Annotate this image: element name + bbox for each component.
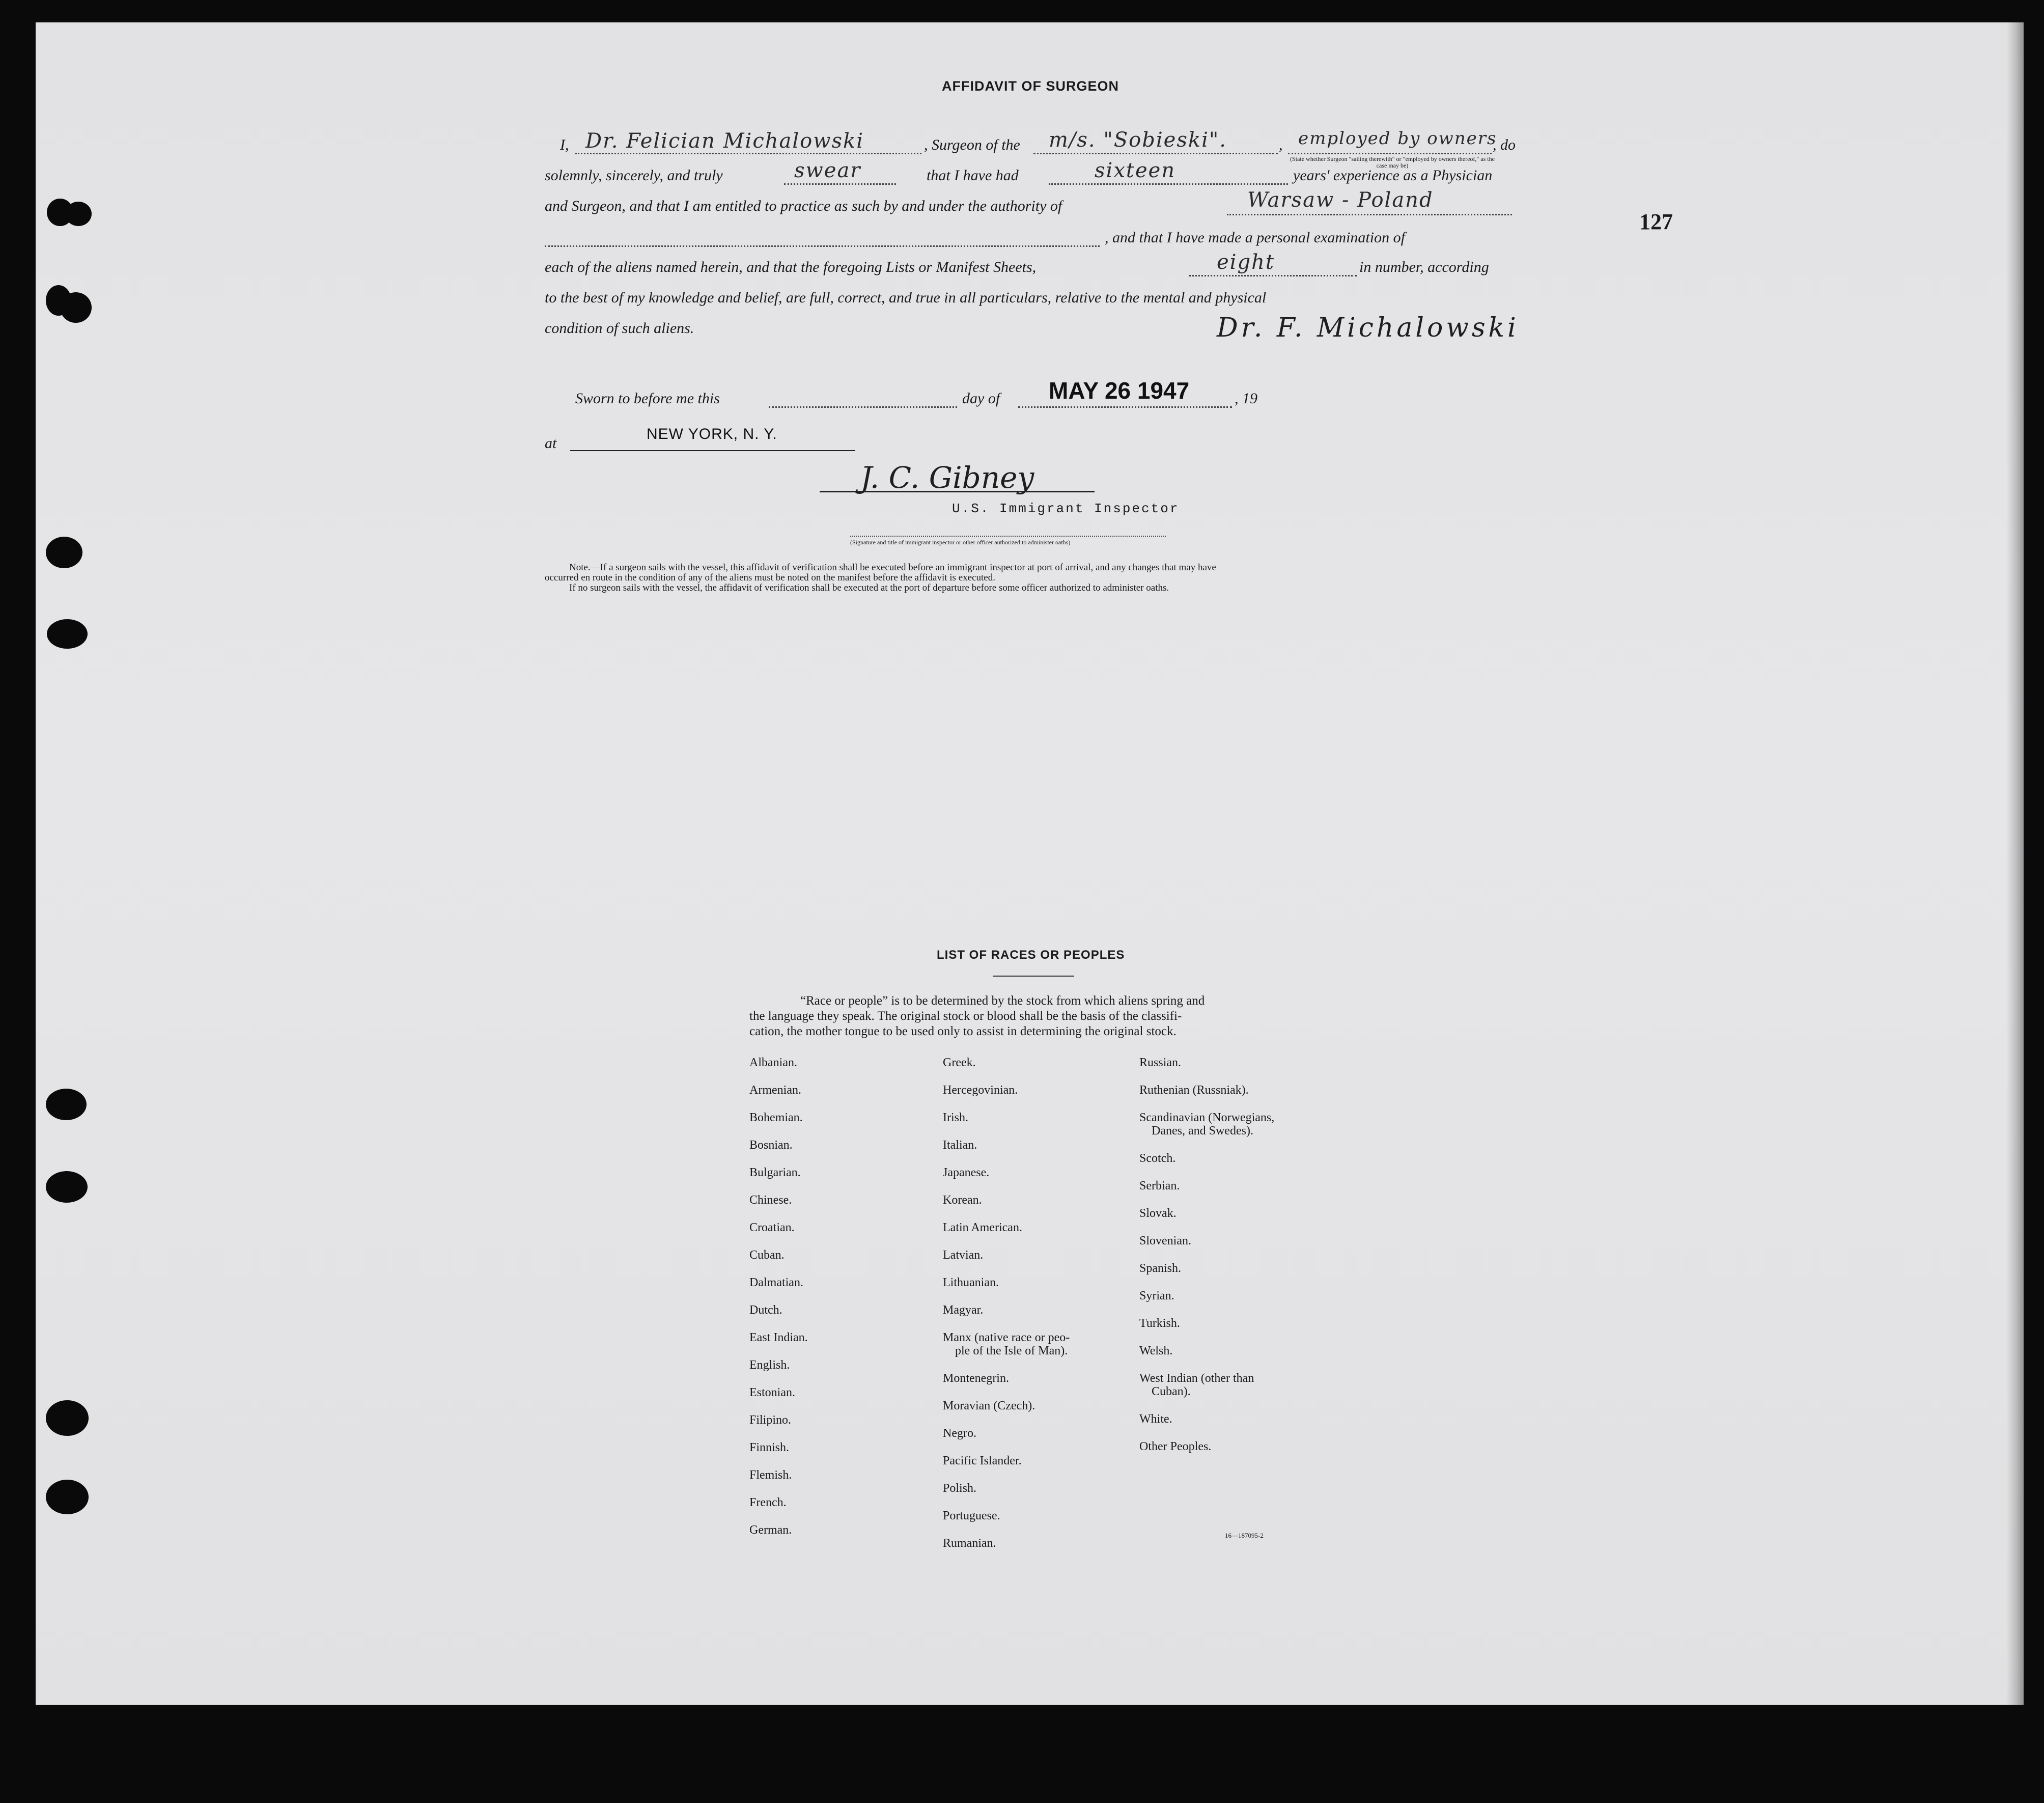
affidavit-title: AFFIDAVIT OF SURGEON <box>942 78 1119 94</box>
race-item: Welsh. <box>1139 1344 1173 1357</box>
affidavit-line1-c: , <box>1279 136 1283 153</box>
races-intro-3: cation, the mother tongue to be used only to assist in determining the original stock. <box>749 1024 1177 1038</box>
surgeon-signature <box>1217 313 1519 343</box>
sworn-label-b: day of <box>962 390 1000 407</box>
race-item: Latvian. <box>943 1249 984 1262</box>
affidavit-line7: condition of such aliens. <box>545 320 694 337</box>
field-line-surgeon <box>575 153 921 154</box>
note-line-3: If no surgeon sails with the vessel, the affidavit of verification shall be executed at the port of departure before some officer authorized to administer oaths. <box>569 582 1169 593</box>
affidavit-line2-c: years' experience as a Physician <box>1293 167 1493 184</box>
race-item: Pacific Islander. <box>943 1454 1022 1467</box>
sheets-count-value: eight <box>1217 251 1275 274</box>
races-title: LIST OF RACES OR PEOPLES <box>937 948 1125 962</box>
race-item: French. <box>749 1496 787 1509</box>
vessel-name-value: m/s. "Sobieski". <box>1049 128 1227 152</box>
race-item: Danes, and Swedes). <box>1152 1124 1253 1138</box>
inspector-signature-text: J. C. Gibney <box>860 460 1034 495</box>
race-item: Greek. <box>943 1056 976 1069</box>
field-line-employment <box>1288 153 1492 154</box>
race-item: Slovenian. <box>1139 1234 1191 1247</box>
race-item: Korean. <box>943 1194 982 1207</box>
race-item: ple of the Isle of Man). <box>955 1344 1068 1357</box>
race-item: Negro. <box>943 1427 976 1440</box>
race-item: Serbian. <box>1139 1179 1180 1192</box>
race-item: Polish. <box>943 1482 977 1495</box>
inspector-signature-underline <box>820 491 1095 492</box>
race-item: Japanese. <box>943 1166 990 1179</box>
race-item: Filipino. <box>749 1413 792 1427</box>
field-line-oath <box>784 183 896 185</box>
race-item: Russian. <box>1139 1056 1182 1069</box>
affidavit-line1-d: , do <box>1493 136 1516 153</box>
place-stamp: NEW YORK, N. Y. <box>647 426 777 442</box>
binding-hole <box>47 619 88 649</box>
document-sheet <box>36 22 2024 1705</box>
races-intro-1: “Race or people” is to be determined by the stock from which aliens spring and <box>800 994 1205 1008</box>
race-item: West Indian (other than <box>1139 1372 1254 1385</box>
race-item: Dalmatian. <box>749 1276 803 1289</box>
inspector-signature <box>860 460 1034 495</box>
binding-hole <box>60 292 92 323</box>
races-title-underline <box>993 976 1074 977</box>
race-item: Albanian. <box>749 1056 797 1069</box>
race-item: Slovak. <box>1139 1207 1177 1220</box>
race-item: Italian. <box>943 1139 977 1152</box>
race-item: Cuban). <box>1152 1385 1191 1398</box>
race-item: Dutch. <box>749 1303 782 1317</box>
race-item: Bulgarian. <box>749 1166 801 1179</box>
race-item: German. <box>749 1523 792 1537</box>
races-intro-2: the language they speak. The original stock or blood shall be the basis of the classifi- <box>749 1009 1182 1023</box>
race-item: Portuguese. <box>943 1509 1000 1522</box>
race-item: Magyar. <box>943 1303 984 1317</box>
surgeon-signature-text: Dr. F. Michalowski <box>1217 313 1519 343</box>
page-number: 127 <box>1639 209 1673 234</box>
race-item: Manx (native race or peo- <box>943 1331 1070 1344</box>
race-item: Cuban. <box>749 1249 785 1262</box>
affidavit-line4-a: , and that I have made a personal examination of <box>1105 229 1405 246</box>
sworn-label-c: , 19 <box>1235 390 1257 407</box>
race-item: Ruthenian (Russniak). <box>1139 1084 1249 1097</box>
years-value: sixteen <box>1095 159 1176 182</box>
binding-hole <box>65 202 92 226</box>
binding-hole <box>46 537 82 568</box>
affidavit-line5-b: in number, according <box>1359 259 1489 275</box>
binding-hole <box>46 1480 89 1514</box>
race-item: English. <box>749 1358 790 1372</box>
race-item: Turkish. <box>1139 1317 1180 1330</box>
affidavit-line2-b: that I have had <box>927 167 1019 184</box>
oath-value: swear <box>794 159 861 182</box>
state-note: (State whether Surgeon "sailing therewith" or "employed by owners thereof," as the case may be) <box>1290 155 1495 169</box>
affidavit-line3-a: and Surgeon, and that I am entitled to practice as such by and under the authority of <box>545 198 1062 214</box>
field-line-vessel <box>1033 153 1278 154</box>
affidavit-line5-a: each of the aliens named herein, and that the foregoing Lists or Manifest Sheets, <box>545 259 1037 275</box>
signature-caption: (Signature and title of immigrant inspector or other officer authorized to administer oaths) <box>850 539 1071 546</box>
race-item: Bosnian. <box>749 1139 793 1152</box>
race-item: Armenian. <box>749 1084 801 1097</box>
race-item: Flemish. <box>749 1468 792 1482</box>
race-item: Lithuanian. <box>943 1276 999 1289</box>
note-line-2: occurred en route in the condition of any of the aliens must be noted on the manifest before the affidavit is executed. <box>545 572 995 583</box>
field-line-sheets <box>1189 275 1357 276</box>
page-edge-shadow <box>2006 22 2024 1705</box>
surgeon-name-value: Dr. Felician Michalowski <box>585 129 864 153</box>
race-item: Moravian (Czech). <box>943 1399 1035 1412</box>
employment-value: employed by owners <box>1298 128 1497 149</box>
race-item: Finnish. <box>749 1441 790 1454</box>
field-line-authority-cont <box>545 245 1100 247</box>
field-line-years <box>1049 183 1288 185</box>
race-item: Spanish. <box>1139 1262 1182 1275</box>
affidavit-line6: to the best of my knowledge and belief, are full, correct, and true in all particulars, relative to the mental and physical <box>545 289 1267 306</box>
affidavit-line1-a: I, <box>560 136 569 153</box>
field-line-sworn-day <box>769 406 957 408</box>
race-item: Syrian. <box>1139 1289 1174 1302</box>
field-line-sworn-date <box>1018 406 1232 408</box>
binding-hole <box>46 1089 87 1120</box>
sworn-date-stamp: MAY 26 1947 <box>1049 377 1190 404</box>
race-item: Chinese. <box>749 1194 792 1207</box>
inspector-title: U.S. Immigrant Inspector <box>952 501 1180 516</box>
at-label: at <box>545 435 557 452</box>
binding-hole <box>46 1171 88 1203</box>
sworn-label-a: Sworn to before me this <box>575 390 720 407</box>
affidavit-line1-b: , Surgeon of the <box>924 136 1020 153</box>
race-item: Scotch. <box>1139 1152 1176 1165</box>
field-line-inspector <box>850 536 1166 537</box>
field-line-place <box>570 450 855 451</box>
form-code: 16—187095-2 <box>1225 1532 1264 1539</box>
race-item: Montenegrin. <box>943 1372 1009 1385</box>
note-line-1: Note.—If a surgeon sails with the vessel, this affidavit of verification shall be executed before an immigrant inspector at port of arrival, and any changes that may have <box>569 562 1216 573</box>
race-item: Irish. <box>943 1111 968 1124</box>
race-item: Latin American. <box>943 1221 1022 1234</box>
race-item: Estonian. <box>749 1386 795 1399</box>
race-item: White. <box>1139 1412 1172 1426</box>
authority-value: Warsaw - Poland <box>1247 188 1434 212</box>
binding-hole <box>46 1400 89 1436</box>
race-item: Scandinavian (Norwegians, <box>1139 1111 1275 1124</box>
field-line-authority <box>1227 214 1512 215</box>
race-item: East Indian. <box>749 1331 808 1344</box>
race-item: Rumanian. <box>943 1537 996 1550</box>
race-item: Croatian. <box>749 1221 795 1234</box>
race-item: Hercegovinian. <box>943 1084 1018 1097</box>
affidavit-line2-a: solemnly, sincerely, and truly <box>545 167 723 184</box>
race-item: Bohemian. <box>749 1111 803 1124</box>
race-item: Other Peoples. <box>1139 1440 1212 1453</box>
